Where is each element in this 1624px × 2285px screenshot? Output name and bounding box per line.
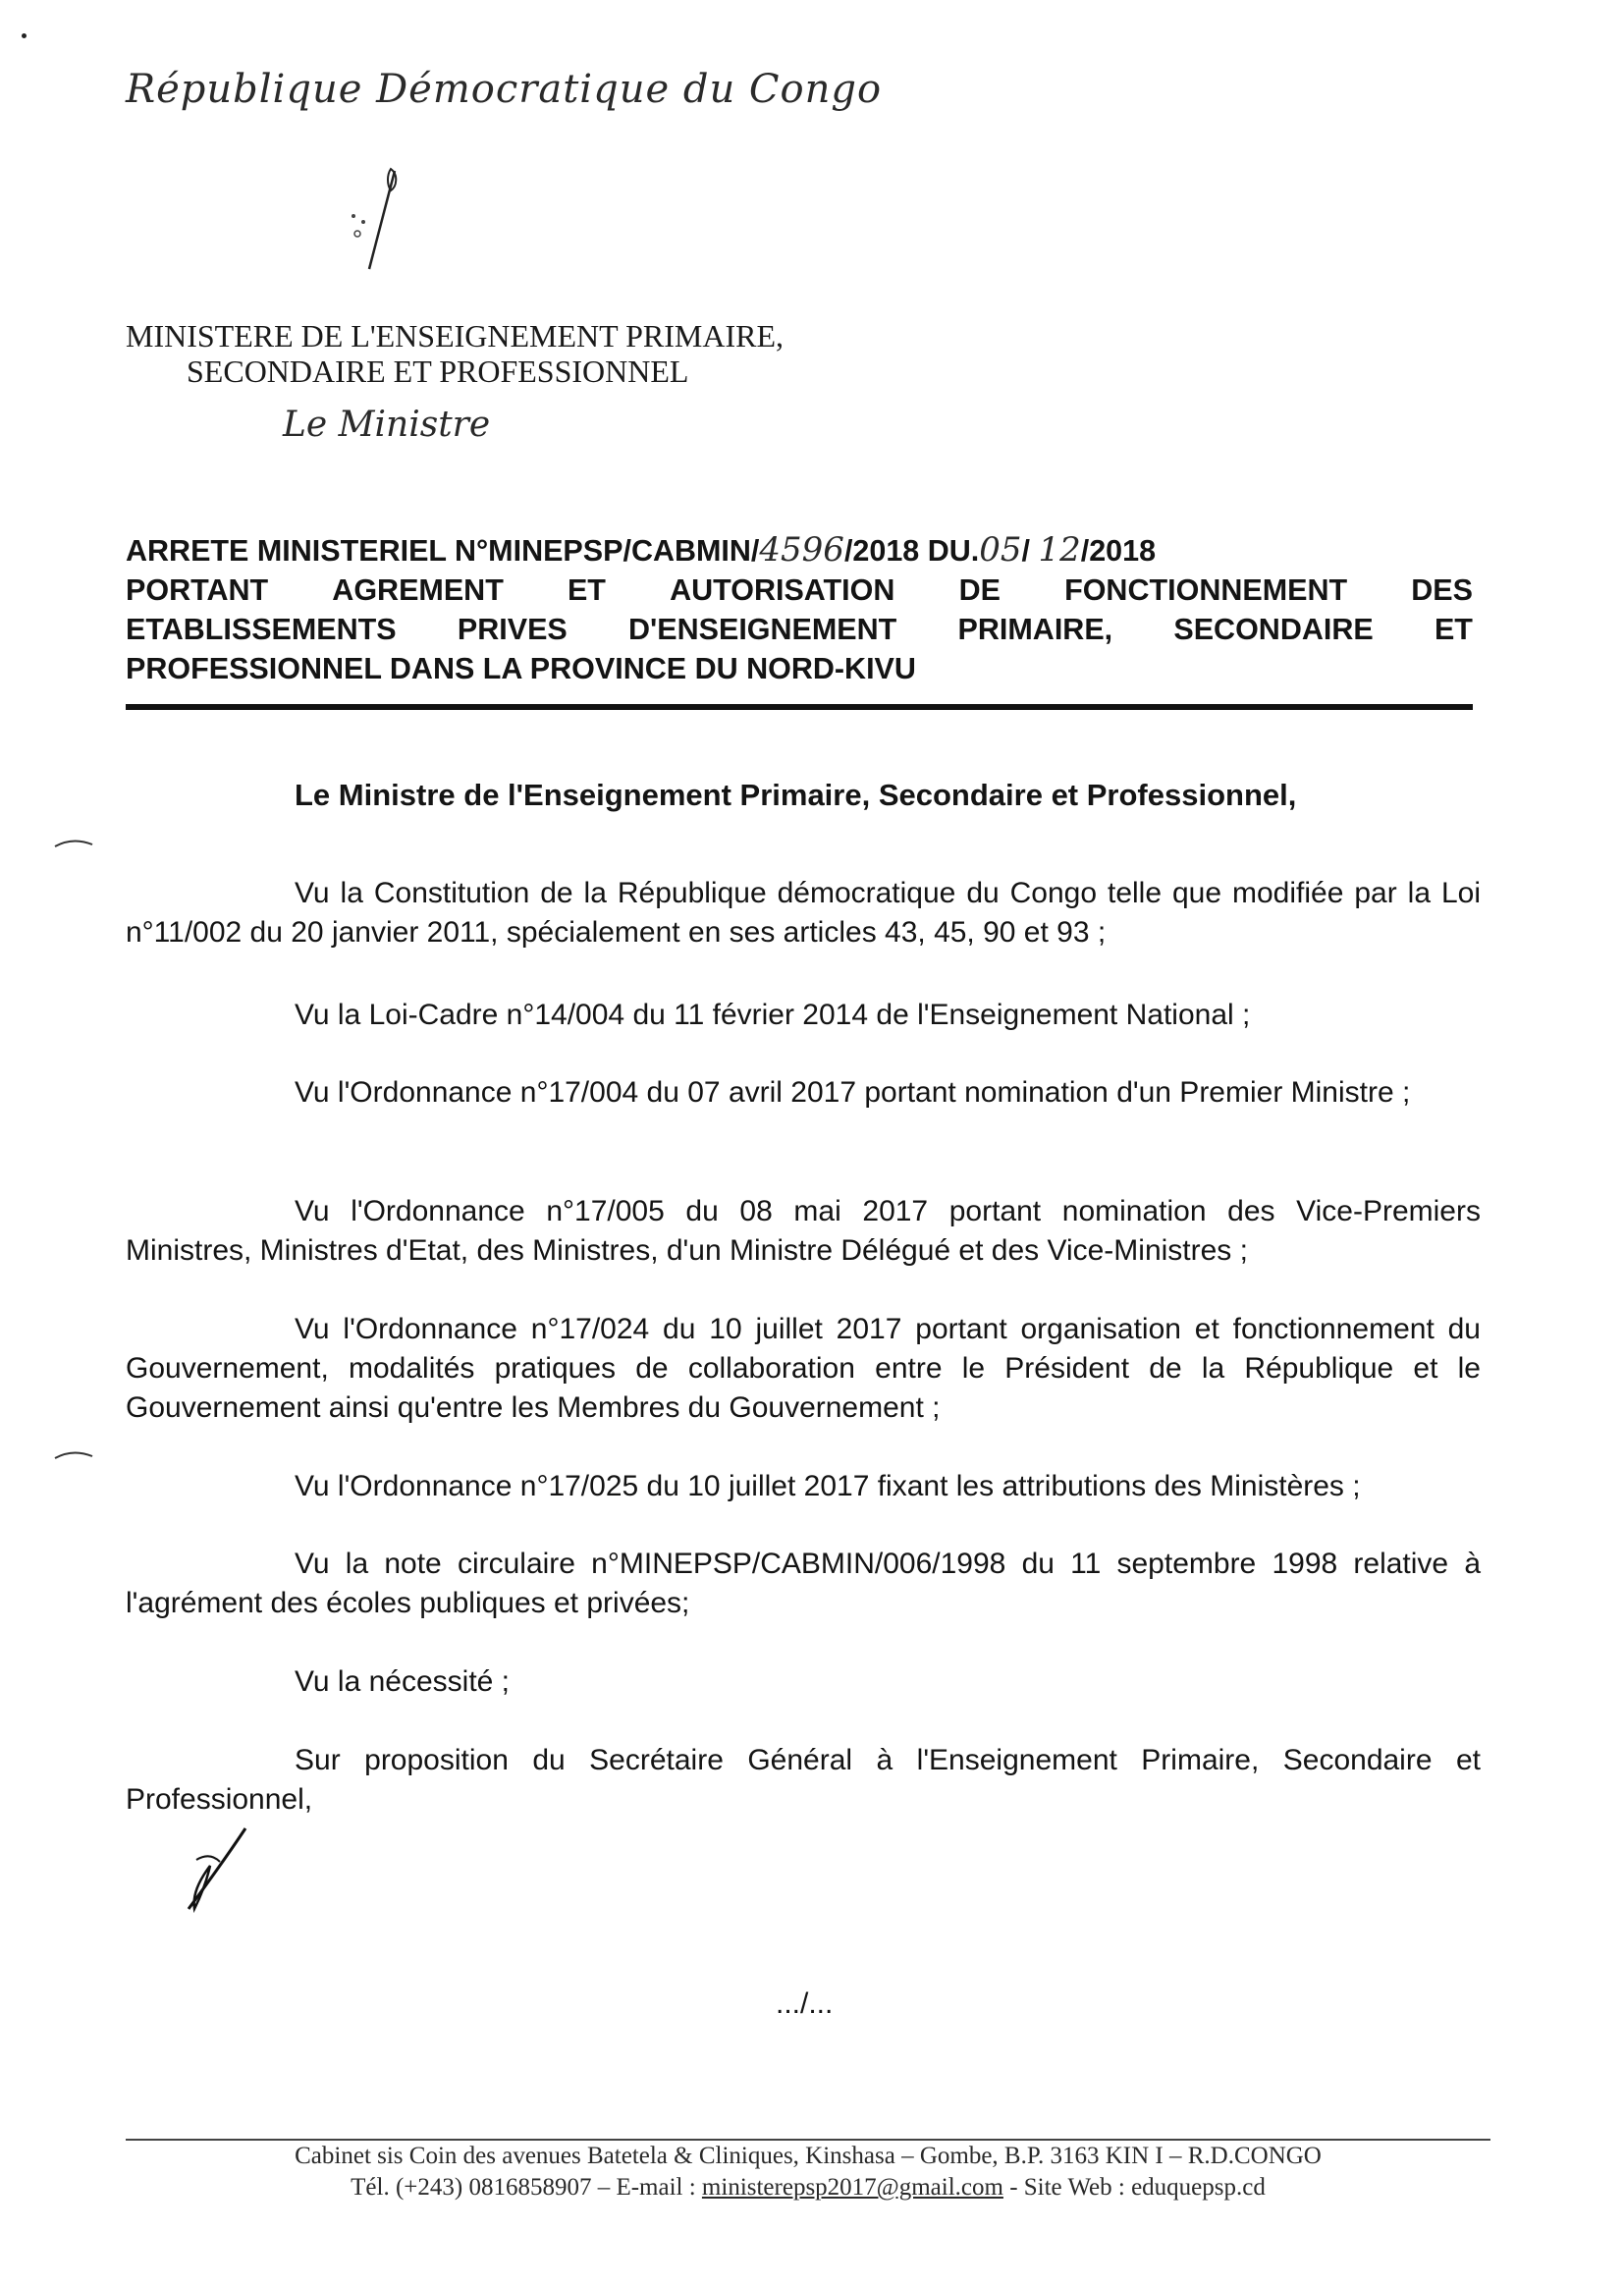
ministre-label: Le Ministre: [283, 405, 491, 445]
footer-address: Cabinet sis Coin des avenues Batetela & Cliniques, Kinshasa – Gombe, B.P. 3163 KIN I – R.D.CONGO: [295, 2143, 1322, 2169]
title-line-3: ETABLISSEMENTS PRIVES D'ENSEIGNEMENT PRIMAIRE, SECONDAIRE ET: [126, 613, 1473, 646]
ministry-name-line1: MINISTERE DE L'ENSEIGNEMENT PRIMAIRE,: [126, 318, 785, 354]
footer-contact: Tél. (+243) 0816858907 – E-mail : ministerepsp2017@gmail.com - Site Web : eduquepsp.cd: [351, 2174, 1266, 2201]
footer-rule: [126, 2139, 1490, 2141]
title-rule: [126, 704, 1473, 710]
ministry-name-line2: SECONDAIRE ET PROFESSIONNEL: [187, 354, 689, 389]
paragraph-necessite: Vu la nécessité ;: [295, 1665, 511, 1698]
preamble-heading: Le Ministre de l'Enseignement Primaire, Secondaire et Professionnel,: [295, 778, 1297, 812]
initial-signature-mark: [177, 1824, 255, 1913]
paragraph-ordonnance-17-025: Vu l'Ordonnance n°17/025 du 10 juillet 2017 fixant les attributions des Ministères ;: [295, 1470, 1361, 1502]
title-line-4: PROFESSIONNEL DANS LA PROVINCE DU NORD-KIVU: [126, 652, 916, 685]
paragraph-ordonnance-17-024: Vu l'Ordonnance n°17/024 du 10 juillet 2017 portant organisation et fonctionnement du Gouvernement, modalités pratiques de collaboration entre le Président de la République et le Gouvernement ainsi qu'entre les Membres du Gouvernement ;: [126, 1313, 1481, 1424]
title-line-1: [126, 530, 1473, 571]
decree-month-handwritten: 12: [1038, 530, 1081, 570]
paragraph-ordonnance-17-005: Vu l'Ordonnance n°17/005 du 08 mai 2017 portant nomination des Vice-Premiers Ministres, Ministres d'Etat, des Ministres, d'un Ministre Délégué et des Vice-Ministres ;: [126, 1195, 1481, 1267]
paragraph-ordonnance-17-004: Vu l'Ordonnance n°17/004 du 07 avril 2017 portant nomination d'un Premier Ministre ;: [295, 1076, 1411, 1109]
scan-speck: [22, 33, 27, 38]
paragraph-constitution: Vu la Constitution de la République démocratique du Congo telle que modifiée par la Loi n°11/002 du 20 janvier 2011, spécialement en ses articles 43, 45, 90 et 93 ;: [126, 877, 1481, 949]
decree-title: [126, 530, 1473, 688]
title-line-1-text: ARRETE MINISTERIEL N°MINEPSP/CABMIN/4596/2018 DU.05/ 12/2018: [126, 530, 1157, 570]
paragraph-proposition: Sur proposition du Secrétaire Général à l'Enseignement Primaire, Secondaire et Professionnel,: [126, 1744, 1481, 1816]
margin-tick-mark: [53, 837, 94, 850]
page-continuation: .../...: [776, 1987, 834, 2020]
decree-number-handwritten: 4596: [759, 530, 844, 570]
emblem-icon: [334, 165, 412, 273]
paragraph-note-circulaire: Vu la note circulaire n°MINEPSP/CABMIN/006/1998 du 11 septembre 1998 relative à l'agrément des écoles publiques et privées;: [126, 1548, 1481, 1619]
title-line-2: PORTANT AGREMENT ET AUTORISATION DE FONCTIONNEMENT DES: [126, 573, 1473, 607]
republic-header: République Démocratique du Congo: [126, 67, 883, 112]
margin-tick-mark: [53, 1448, 94, 1462]
paragraph-loi-cadre: Vu la Loi-Cadre n°14/004 du 11 février 2014 de l'Enseignement National ;: [295, 999, 1251, 1031]
decree-day-handwritten: 05: [979, 530, 1022, 570]
footer-email-link[interactable]: ministerepsp2017@gmail.com: [701, 2174, 1003, 2201]
